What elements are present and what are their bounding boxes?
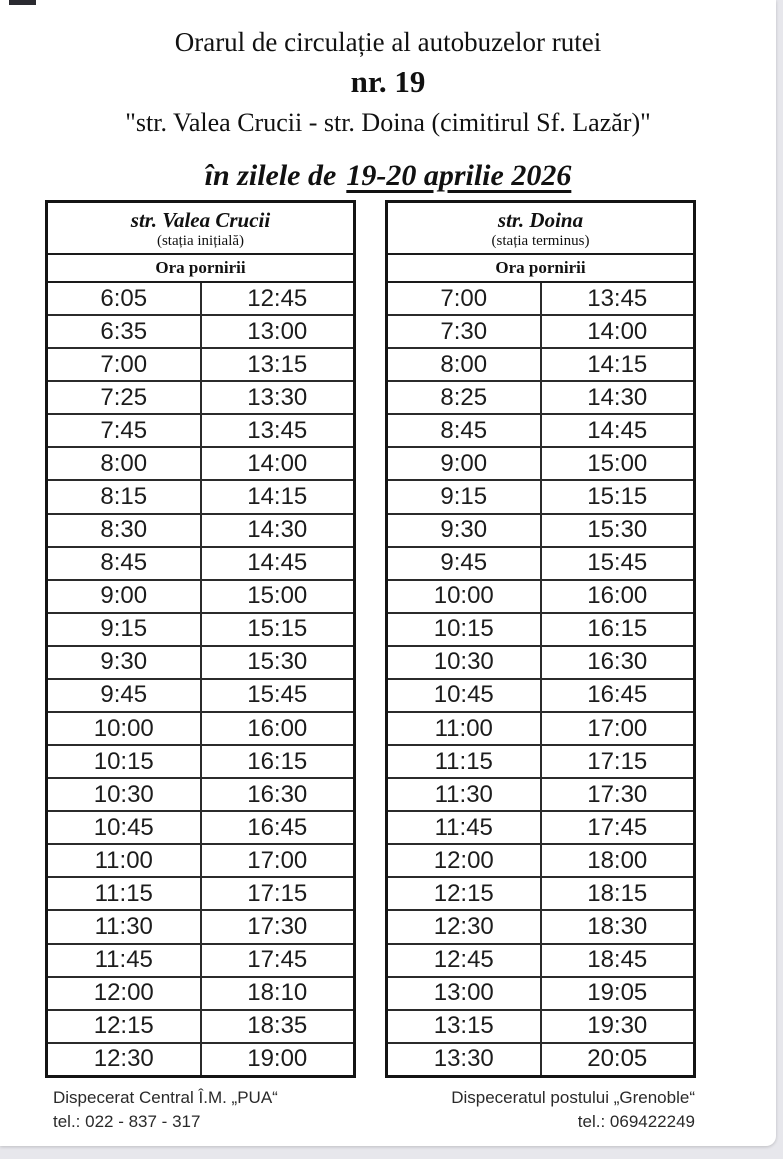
- table-row: [48, 1011, 353, 1044]
- departure-time-cell: 14:45: [587, 416, 648, 444]
- dispatcher-footer: [45, 1086, 695, 1134]
- departure-time-cell: 8:25: [388, 382, 542, 413]
- table-row: [48, 812, 353, 845]
- departure-time-cell: 10:00: [48, 713, 202, 744]
- departure-time-cell: 14:45: [247, 549, 308, 577]
- departure-time-cell: 18:15: [587, 879, 648, 907]
- departure-time-cell: 17:15: [587, 747, 648, 775]
- departure-time-cell: 11:45: [48, 945, 202, 976]
- table-row: [48, 283, 353, 316]
- departure-time-cell: 16:00: [247, 714, 308, 742]
- departure-time-cell: 11:00: [48, 845, 202, 876]
- departure-time-cell: 10:45: [388, 680, 542, 711]
- departure-time-cell: 16:30: [247, 780, 308, 808]
- table-row: [48, 945, 353, 978]
- departure-time-cell: 9:30: [388, 515, 542, 546]
- departure-time-cell: 13:00: [247, 317, 308, 345]
- departure-time-cell: 13:30: [247, 383, 308, 411]
- departure-time-cell: 15:30: [587, 516, 648, 544]
- departure-time-cell: 11:30: [388, 779, 542, 810]
- date-value: 19-20 aprilie 2026: [346, 159, 572, 192]
- departure-time-cell: 17:15: [247, 879, 308, 907]
- table-row: [48, 845, 353, 878]
- departure-times-list: [48, 283, 353, 1075]
- departure-time-cell: 19:00: [247, 1045, 308, 1073]
- departure-time-cell: 9:00: [388, 448, 542, 479]
- departure-time-cell: 10:15: [388, 614, 542, 645]
- station-name: str. Doina: [497, 208, 584, 232]
- departure-time-cell: 12:15: [48, 1011, 202, 1042]
- table-row: [388, 1011, 693, 1044]
- schedule-header: [0, 0, 776, 193]
- departure-time-cell: 12:30: [388, 911, 542, 942]
- departure-time-cell: 10:30: [388, 647, 542, 678]
- dispatcher-central-phone: tel.: 022 - 837 - 317: [53, 1112, 201, 1131]
- departure-time-cell: 14:00: [247, 449, 308, 477]
- table-row: [388, 779, 693, 812]
- table-row: [48, 349, 353, 382]
- station-note: (stația inițială): [156, 233, 245, 249]
- departure-time-cell: 9:45: [48, 680, 202, 711]
- departure-time-cell: 17:45: [587, 813, 648, 841]
- station-note: (stația terminus): [491, 233, 590, 249]
- departure-time-cell: 15:15: [587, 483, 648, 510]
- departure-time-cell: 12:15: [388, 878, 542, 909]
- departure-time-cell: 14:15: [247, 483, 308, 510]
- departure-time-cell: 7:00: [48, 349, 202, 380]
- table-row: [48, 581, 353, 614]
- departure-time-cell: 8:45: [388, 415, 542, 446]
- departure-time-cell: 14:30: [587, 383, 648, 411]
- departure-time-cell: 10:15: [48, 746, 202, 777]
- departure-time-cell: 8:15: [48, 481, 202, 512]
- departure-time-cell: 18:00: [587, 846, 648, 874]
- table-row: [388, 283, 693, 316]
- departure-time-cell: 17:00: [587, 714, 648, 742]
- departure-time-cell: 15:15: [247, 615, 308, 643]
- departure-time-cell: 8:45: [48, 548, 202, 579]
- table-row: [48, 481, 353, 514]
- departure-time-cell: 11:30: [48, 911, 202, 942]
- departure-time-cell: 18:30: [587, 913, 648, 941]
- table-row: [388, 746, 693, 779]
- table-row: [48, 316, 353, 349]
- departure-time-cell: 10:00: [388, 581, 542, 612]
- departure-time-cell: 9:00: [48, 581, 202, 612]
- table-row: [48, 647, 353, 680]
- departure-time-cell: 17:30: [587, 780, 648, 808]
- departure-time-cell: 9:15: [48, 614, 202, 645]
- departure-time-cell: 18:45: [587, 946, 648, 974]
- table-row: [388, 945, 693, 978]
- departure-time-cell: 15:00: [247, 582, 308, 610]
- departure-time-cell: 16:30: [587, 648, 648, 676]
- departure-time-cell: 11:15: [388, 746, 542, 777]
- table-row: [48, 415, 353, 448]
- validity-date-line: [0, 159, 776, 193]
- departure-time-cell: 17:30: [247, 913, 308, 941]
- departure-time-cell: 13:30: [388, 1044, 542, 1075]
- table-row: [388, 515, 693, 548]
- departure-time-cell: 18:35: [247, 1012, 308, 1040]
- departure-time-cell: 8:30: [48, 515, 202, 546]
- table-row: [388, 448, 693, 481]
- column-header-ora-pornirii: Ora pornirii: [388, 255, 693, 283]
- table-row: [388, 911, 693, 944]
- table-row: [388, 680, 693, 713]
- departure-time-cell: 10:30: [48, 779, 202, 810]
- table-row: [48, 448, 353, 481]
- table-row: [388, 647, 693, 680]
- departure-time-cell: 17:45: [247, 946, 308, 974]
- departure-time-cell: 12:30: [48, 1044, 202, 1075]
- departure-time-cell: 16:45: [247, 813, 308, 841]
- departure-time-cell: 12:00: [48, 978, 202, 1009]
- departure-time-cell: 16:15: [587, 615, 648, 643]
- table-row: [388, 382, 693, 415]
- table-row: [388, 415, 693, 448]
- departure-time-cell: 11:15: [48, 878, 202, 909]
- table-row: [388, 548, 693, 581]
- departure-time-cell: 19:05: [587, 979, 648, 1007]
- departure-table-valea-crucii: [45, 200, 356, 1078]
- departure-time-cell: 15:45: [587, 549, 648, 577]
- table-row: [388, 316, 693, 349]
- table-row: [48, 548, 353, 581]
- departure-time-cell: 7:30: [388, 316, 542, 347]
- departure-time-cell: 9:15: [388, 481, 542, 512]
- dispatcher-post: [451, 1086, 695, 1134]
- departure-time-cell: 7:00: [388, 283, 542, 314]
- table-row: [48, 614, 353, 647]
- dispatcher-central-name: Dispecerat Central Î.M. „PUA“: [53, 1088, 278, 1107]
- table-row: [48, 713, 353, 746]
- table-row: [388, 878, 693, 911]
- departure-time-cell: 7:45: [48, 415, 202, 446]
- table-row: [388, 812, 693, 845]
- departure-time-cell: 6:05: [48, 283, 202, 314]
- table-row: [388, 978, 693, 1011]
- departure-table-doina: [385, 200, 696, 1078]
- departure-time-cell: 11:00: [388, 713, 542, 744]
- page-title: Orarul de circulație al autobuzelor rutei: [174, 27, 602, 57]
- table-row: [388, 581, 693, 614]
- station-name: str. Valea Crucii: [130, 208, 271, 232]
- departure-time-cell: 13:45: [587, 284, 648, 312]
- departure-time-cell: 18:10: [247, 979, 308, 1007]
- departure-time-cell: 13:00: [388, 978, 542, 1009]
- date-prefix: în zilele de: [204, 159, 337, 192]
- column-header-ora-pornirii: Ora pornirii: [48, 255, 353, 283]
- departure-time-cell: 14:30: [247, 516, 308, 544]
- departure-time-cell: 15:00: [587, 449, 648, 477]
- route-number: nr. 19: [350, 64, 426, 99]
- departure-time-cell: 12:45: [247, 284, 308, 312]
- departure-time-cell: 13:15: [247, 350, 308, 378]
- station-header: [388, 203, 693, 255]
- dispatcher-central: [45, 1086, 278, 1134]
- departure-time-cell: 15:30: [247, 648, 308, 676]
- table-row: [388, 614, 693, 647]
- table-row: [48, 878, 353, 911]
- departure-time-cell: 10:45: [48, 812, 202, 843]
- table-row: [388, 349, 693, 382]
- table-row: [48, 680, 353, 713]
- dispatcher-post-name: Dispeceratul postului „Grenoble“: [451, 1088, 695, 1107]
- departure-time-cell: 19:30: [587, 1012, 648, 1040]
- departure-time-cell: 15:45: [247, 681, 308, 709]
- table-row: [388, 845, 693, 878]
- departure-time-cell: 20:05: [587, 1045, 648, 1073]
- departure-time-cell: 14:15: [587, 350, 648, 378]
- dispatcher-post-phone: tel.: 069422249: [577, 1112, 695, 1131]
- departure-time-cell: 16:45: [587, 681, 648, 709]
- departure-time-cell: 7:25: [48, 382, 202, 413]
- departure-time-cell: 8:00: [48, 448, 202, 479]
- table-row: [48, 779, 353, 812]
- departure-time-cell: 17:00: [247, 846, 308, 874]
- departure-times-list: [388, 283, 693, 1075]
- table-row: [388, 481, 693, 514]
- table-row: [48, 382, 353, 415]
- departure-time-cell: 12:00: [388, 845, 542, 876]
- station-header: [48, 203, 353, 255]
- departure-time-cell: 11:45: [388, 812, 542, 843]
- table-row: [388, 1044, 693, 1075]
- departure-time-cell: 16:15: [247, 747, 308, 775]
- departure-time-cell: 16:00: [587, 582, 648, 610]
- departure-time-cell: 6:35: [48, 316, 202, 347]
- route-description: "str. Valea Crucii - str. Doina (cimitirul Sf. Lazăr)": [125, 108, 651, 137]
- departure-time-cell: 13:45: [247, 416, 308, 444]
- departure-time-cell: 9:30: [48, 647, 202, 678]
- table-row: [48, 515, 353, 548]
- departure-time-cell: 14:00: [587, 317, 648, 345]
- table-row: [48, 978, 353, 1011]
- departure-time-cell: 12:45: [388, 945, 542, 976]
- table-row: [48, 1044, 353, 1075]
- departure-time-cell: 9:45: [388, 548, 542, 579]
- table-row: [48, 746, 353, 779]
- departure-time-cell: 13:15: [388, 1011, 542, 1042]
- departure-time-cell: 8:00: [388, 349, 542, 380]
- table-row: [388, 713, 693, 746]
- table-row: [48, 911, 353, 944]
